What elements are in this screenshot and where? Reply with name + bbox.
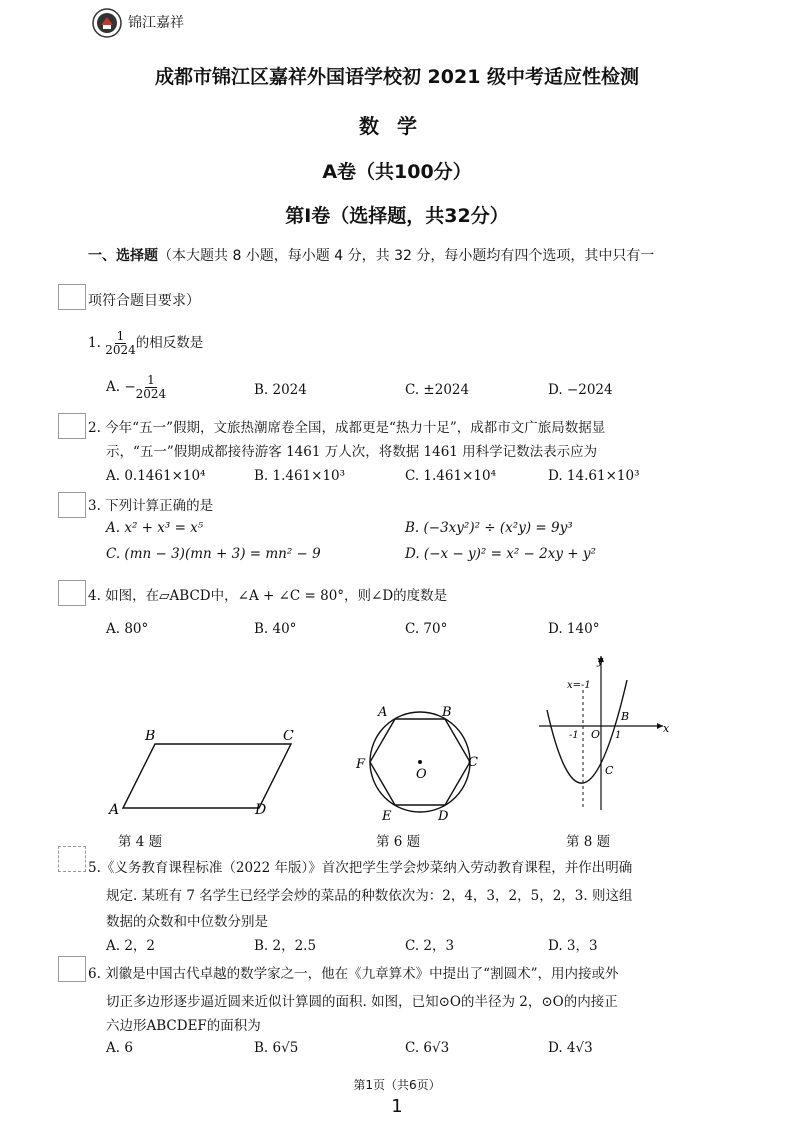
q6-option-d[interactable]: D. 4√3 <box>548 1040 593 1056</box>
fig6-label-f: F <box>356 757 366 772</box>
q1-option-c[interactable]: C. ±2024 <box>405 382 470 398</box>
q1-frac-den: 2024 <box>105 343 136 357</box>
question-3-stem: 3. 下列计算正确的是 <box>88 498 214 514</box>
q4-option-b[interactable]: B. 40° <box>254 621 297 637</box>
figure-8-caption: 第 8 题 <box>566 834 611 850</box>
answer-box[interactable] <box>58 492 86 518</box>
q3-option-a[interactable]: A. x² + x³ = x⁵ <box>106 520 204 536</box>
fig6-label-a: A <box>378 705 388 720</box>
question-5-line1: 5.《义务教育课程标准（2022 年版）》首次把学生学会炒菜纳入劳动教育课程，并作出明确 <box>88 860 633 876</box>
exam-title: 成都市锦江区嘉祥外国语学校初 2021 级中考适应性检测 <box>154 66 640 88</box>
school-logo-icon <box>92 8 122 38</box>
q5-option-d[interactable]: D. 3，3 <box>548 938 598 954</box>
part-title: 第Ⅰ卷（选择题，共32分） <box>285 205 509 227</box>
answer-box[interactable] <box>58 956 86 982</box>
q4-option-d[interactable]: D. 140° <box>548 621 600 637</box>
q1-option-a-fraction <box>136 374 167 401</box>
q3-option-c[interactable]: C. (mn − 3)(mn + 3) = mn² − 9 <box>106 546 321 562</box>
fig8-point-c: C <box>605 764 614 777</box>
fig8-axis-y: y <box>597 654 604 667</box>
question-6-line3: 六边形ABCDEF的面积为 <box>106 1018 261 1034</box>
question-5-line3: 数据的众数和中位数分别是 <box>106 914 268 930</box>
q5-option-b[interactable]: B. 2，2.5 <box>254 938 317 954</box>
figure-4-parallelogram <box>105 730 305 820</box>
q1-frac-num: 1 <box>116 329 125 343</box>
q2-option-d[interactable]: D. 14.61×10³ <box>548 468 640 484</box>
figure-8-parabola <box>535 650 675 820</box>
parallelogram-shape <box>123 744 291 808</box>
fig8-origin: O <box>591 728 601 741</box>
q1-option-a[interactable] <box>106 374 166 401</box>
section-desc-line1: （本大题共 8 小题，每小题 4 分，共 32 分，每小题均有四个选项，其中只有一 <box>158 248 655 264</box>
fig6-label-e: E <box>382 809 392 824</box>
fig4-label-d: D <box>255 802 267 818</box>
center-point <box>418 760 422 764</box>
page-number: 1 <box>391 1096 403 1117</box>
page-info: 第1页（共6页） <box>353 1078 441 1092</box>
q1-fraction <box>105 330 136 357</box>
section-desc-line2: 项符合题目要求） <box>88 293 200 309</box>
question-2-line1: 2. 今年“五一”假期，文旅热潮席卷全国，成都更是“热力十足”，成都市文广旅局数据显 <box>88 420 606 436</box>
q2-option-a[interactable]: A. 0.1461×10⁴ <box>106 468 206 484</box>
q1-option-d[interactable]: D. −2024 <box>548 382 613 398</box>
answer-box[interactable] <box>58 580 86 606</box>
q6-option-b[interactable]: B. 6√5 <box>254 1040 299 1056</box>
fig6-label-o: O <box>416 767 427 782</box>
fig6-label-b: B <box>442 705 452 720</box>
fig4-label-c: C <box>283 730 294 744</box>
answer-box[interactable] <box>58 846 86 872</box>
fig4-label-b: B <box>145 730 156 744</box>
question-2-line2: 示，“五一”假期成都接待游客 1461 万人次，将数据 1461 用科学记数法表示应为 <box>106 444 598 460</box>
figure-6-hexagon <box>350 700 490 825</box>
fig8-point-b: B <box>621 710 630 723</box>
figure-4-caption: 第 4 题 <box>118 834 163 850</box>
q1-option-b[interactable]: B. 2024 <box>254 382 307 398</box>
question-4-stem: 4. 如图，在▱ABCD中，∠A + ∠C = 80°，则∠D的度数是 <box>88 588 448 604</box>
volume-title: A卷（共100分） <box>322 161 472 183</box>
q5-option-a[interactable]: A. 2，2 <box>106 938 156 954</box>
q1-option-a-prefix: A. − <box>106 379 136 395</box>
answer-box[interactable] <box>58 413 86 439</box>
fig8-tick-1: 1 <box>615 730 622 741</box>
fig4-label-a: A <box>109 802 120 818</box>
subject-title: 数学 <box>359 114 435 138</box>
q1-a-num: 1 <box>147 373 155 387</box>
question-6-line1: 6. 刘徽是中国古代卓越的数学家之一，他在《九章算术》中提出了“割圆术”，用内接或外 <box>88 966 619 982</box>
q4-option-c[interactable]: C. 70° <box>405 621 448 637</box>
section-heading <box>88 245 654 265</box>
fig8-axis-x: x <box>663 722 670 735</box>
question-6-line2: 切正多边形逐步逼近圆来近似计算圆的面积. 如图，已知⊙O的半径为 2，⊙O的内接正 <box>106 994 618 1010</box>
q4-option-a[interactable]: A. 80° <box>106 621 149 637</box>
answer-box[interactable] <box>58 284 86 310</box>
q3-option-b[interactable]: B. (−3xy²)² ÷ (x²y) = 9y³ <box>405 520 573 536</box>
question-5-line2: 规定. 某班有 7 名学生已经学会炒的菜品的种数依次为：2，4，3，2，5，2，3. 则这组 <box>106 888 633 904</box>
figure-6-caption: 第 6 题 <box>376 834 421 850</box>
q3-option-d[interactable]: D. (−x − y)² = x² − 2xy + y² <box>405 546 596 562</box>
q5-option-c[interactable]: C. 2，3 <box>405 938 455 954</box>
fig6-label-d: D <box>438 809 449 824</box>
q1-a-den: 2024 <box>135 387 167 401</box>
q1-stem-text: 的相反数是 <box>135 335 204 351</box>
q2-option-c[interactable]: C. 1.461×10⁴ <box>405 468 496 484</box>
logo-text: 锦江嘉祥 <box>128 15 184 31</box>
q1-number: 1. <box>88 335 101 351</box>
question-1-stem <box>88 330 203 357</box>
fig6-label-c: C <box>468 755 478 770</box>
q6-option-c[interactable]: C. 6√3 <box>405 1040 450 1056</box>
section-label: 一、选择题 <box>88 248 158 264</box>
q6-option-a[interactable]: A. 6 <box>106 1040 133 1056</box>
q2-option-b[interactable]: B. 1.461×10³ <box>254 468 346 484</box>
fig8-tick-neg1: -1 <box>569 730 579 741</box>
fig8-line-label: x=-1 <box>567 680 591 691</box>
